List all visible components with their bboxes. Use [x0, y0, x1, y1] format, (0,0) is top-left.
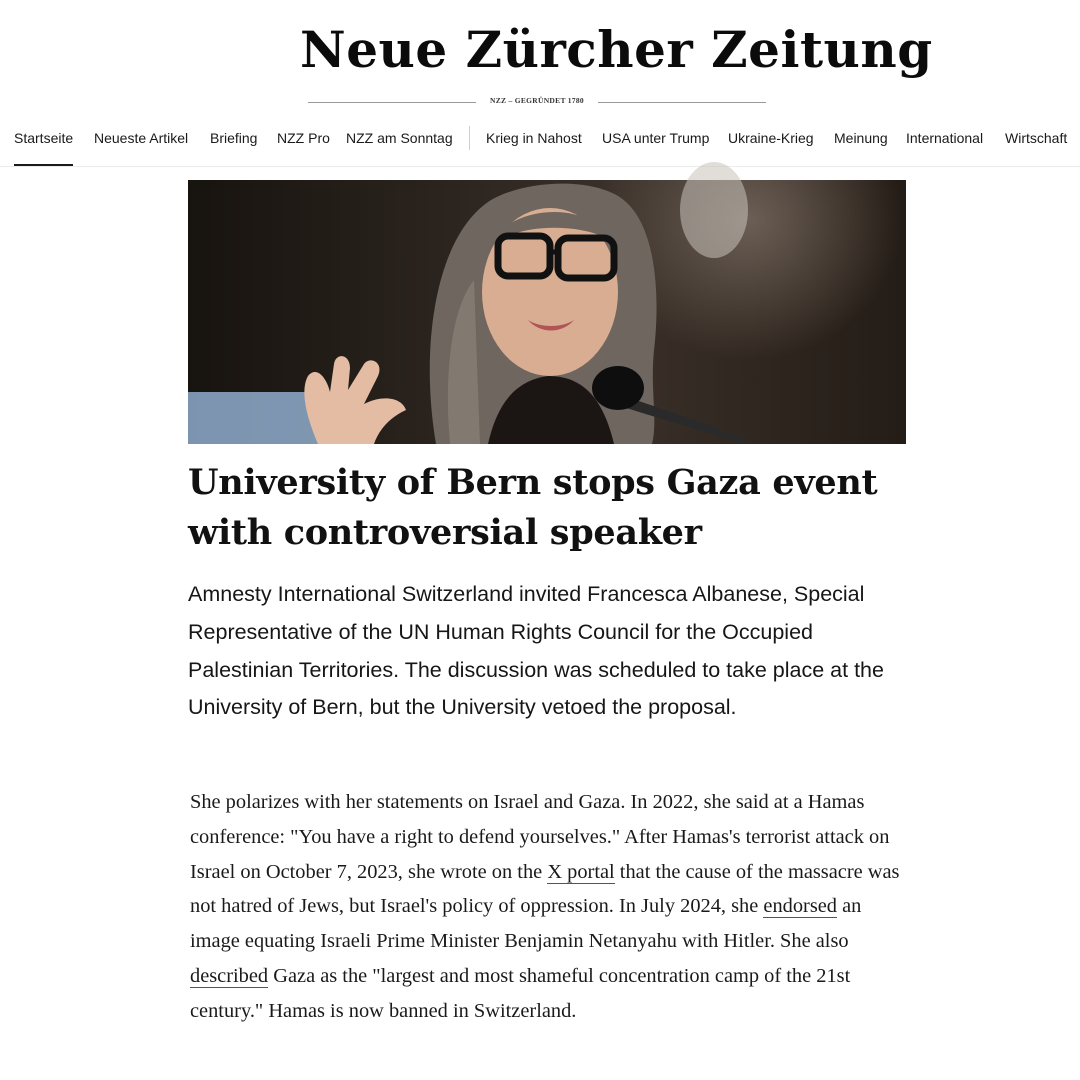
nav-item-wirtschaft[interactable]: Wirtschaft — [1005, 130, 1068, 146]
link-endorsed[interactable]: endorsed — [763, 895, 837, 918]
nav-item-briefing[interactable]: Briefing — [210, 130, 258, 146]
founded-line — [0, 96, 1080, 108]
nav-item-neueste-artikel[interactable]: Neueste Artikel — [94, 130, 189, 146]
nav-item-nzz-pro[interactable]: NZZ Pro — [277, 130, 330, 146]
body-text-part: Gaza as the "largest and most shameful concentration camp of the 21st century." Hamas is now banned in Switzerland. — [190, 964, 851, 1022]
body-text-part: She polarizes with her statements on Israel and Gaza. In 2022, she said at a Hamas conference: "You have a right to defend yourselves." After Hamas's terrorist attack on Israel on October 7, 2023, she wrote on the — [190, 791, 890, 883]
nav-item-nzz-am-sonntag[interactable]: NZZ am Sonntag — [346, 130, 453, 146]
body-text-part: an image equating Israeli Prime Minister Benjamin Netanyahu with Hitler. She also — [190, 895, 862, 953]
body-text-part: that the cause of the massacre was not hatred of Jews, but Israel's policy of oppression. In July 2024, she — [190, 860, 900, 918]
masthead — [0, 0, 1080, 112]
hero-image[interactable] — [188, 180, 906, 444]
article-lead: Amnesty International Switzerland invited Francesca Albanese, Special Representative of the UN Human Rights Council for the Occupied Palestinian Territories. The discussion was scheduled to take place at the University of Bern, but the University vetoed the proposal. — [188, 582, 884, 720]
stage-light — [680, 162, 748, 258]
link-described[interactable]: described — [190, 964, 269, 987]
nav-item-ukraine-krieg[interactable]: Ukraine-Krieg — [728, 130, 814, 146]
nav-item-krieg-in-nahost[interactable]: Krieg in Nahost — [486, 130, 582, 146]
microphone-head — [592, 366, 644, 410]
hand — [304, 356, 406, 444]
article-body — [190, 785, 902, 1029]
rule-left — [308, 102, 476, 103]
nav-item-international[interactable]: International — [906, 130, 984, 146]
nzz-logo[interactable]: Neue Zürcher Zeitung — [300, 20, 933, 79]
speaker-photo — [188, 180, 906, 444]
main-nav — [0, 122, 1080, 167]
nav-divider — [469, 126, 470, 150]
nav-item-startseite[interactable]: Startseite — [14, 122, 73, 166]
nav-item-meinung[interactable]: Meinung — [834, 130, 888, 146]
rule-right — [598, 102, 766, 103]
nav-item-usa-unter-trump[interactable]: USA unter Trump — [602, 130, 710, 146]
article-headline: University of Bern stops Gaza event with controversial speaker — [188, 462, 878, 553]
link-x-portal[interactable]: X portal — [547, 860, 615, 883]
founded-label: NZZ – GEGRÜNDET 1780 — [489, 96, 584, 105]
